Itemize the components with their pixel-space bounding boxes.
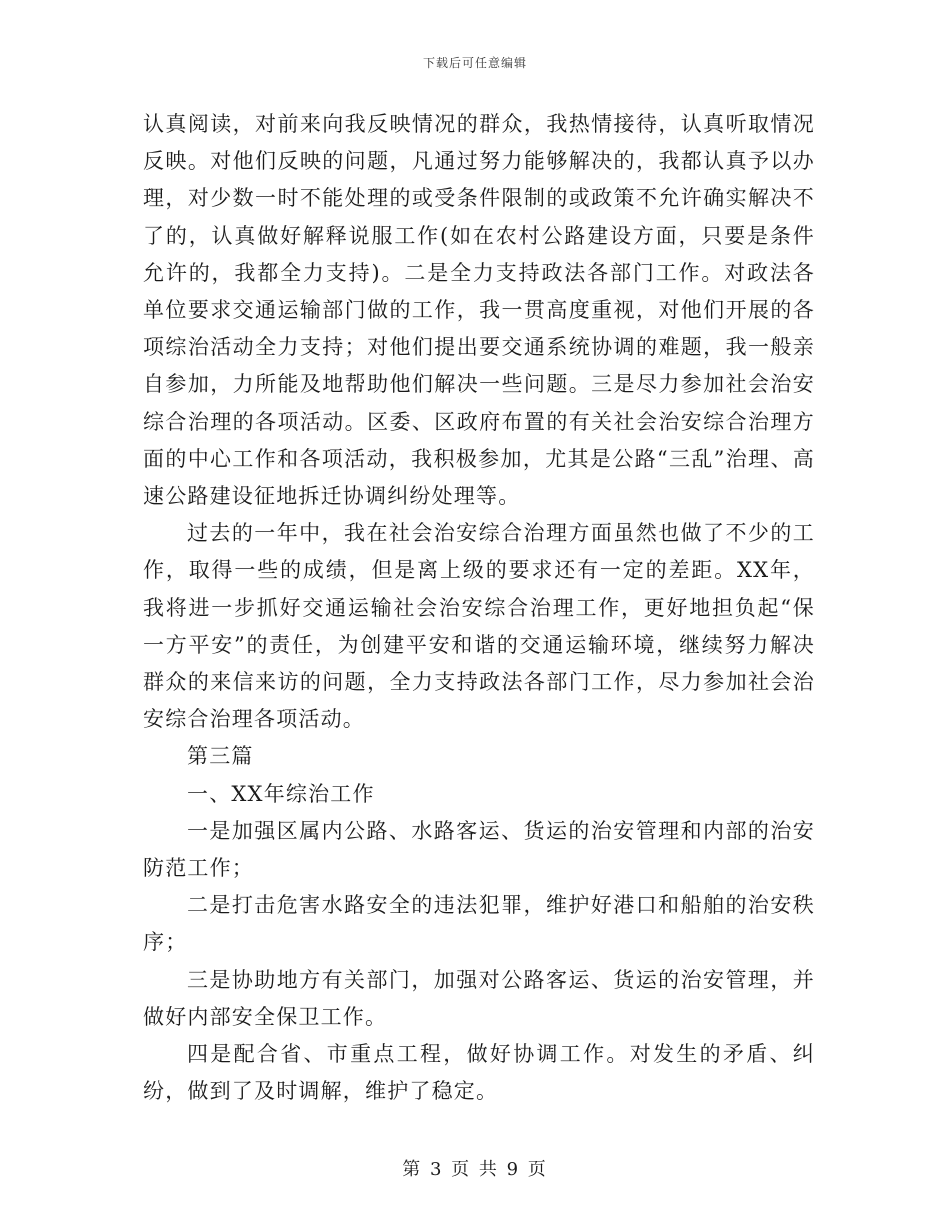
document-body (143, 106, 815, 1110)
list-item-first: 一是加强区属内公路、水路客运、货运的治安管理和内部的治安防范工作； (143, 818, 815, 881)
list-item-fourth: 四是配合省、市重点工程，做好协调工作。对发生的矛盾、纠纷，做到了及时调解，维护了稳定。 (143, 1042, 815, 1104)
section-heading: 第三篇 (187, 744, 254, 769)
header-note: 下载后可任意编辑 (422, 56, 527, 70)
subsection-heading: 一、XX年综治工作 (187, 781, 375, 806)
paragraph-summary: 过去的一年中，我在社会治安综合治理方面虽然也做了不少的工作，取得一些的成绩，但是离上级的要求还有一定的差距。XX年，我将进一步抓好交通运输社会治安综合治理工作，更好地担负起“保一方平安”的责任，为创建平安和谐的交通运输环境，继续努力解决群众的来信来访的问题，全力支持政法各部门工作，尽力参加社会治安综合治理各项活动。 (143, 521, 815, 732)
page-number: 第 3 页 共 9 页 (402, 1159, 548, 1180)
list-item-third: 三是协助地方有关部门，加强对公路客运、货运的治安管理，并做好内部安全保卫工作。 (143, 967, 815, 1029)
list-item-second: 二是打击危害水路安全的违法犯罪，维护好港口和船舶的治安秩序； (143, 893, 815, 955)
paragraph-continued: 认真阅读，对前来向我反映情况的群众，我热情接待，认真听取情况反映。对他们反映的问题，凡通过努力能够解决的，我都认真予以办理，对少数一时不能处理的或受条件限制的或政策不允许确实解决不了的，认真做好解释说服工作(如在农村公路建设方面，只要是条件允许的，我都全力支持)。二是全力支持政法各部门工作。对政法各单位要求交通运输部门做的工作，我一贯高度重视，对他们开展的各项综治活动全力支持；对他们提出要交通系统协调的难题，我一般亲自参加，力所能及地帮助他们解决一些问题。三是尽力参加社会治安综合治理的各项活动。区委、区政府布置的有关社会治安综合治理方面的中心工作和各项活动，我积极参加，尤其是公路“三乱”治理、高速公路建设征地拆迁协调纠纷处理等。 (143, 112, 815, 509)
